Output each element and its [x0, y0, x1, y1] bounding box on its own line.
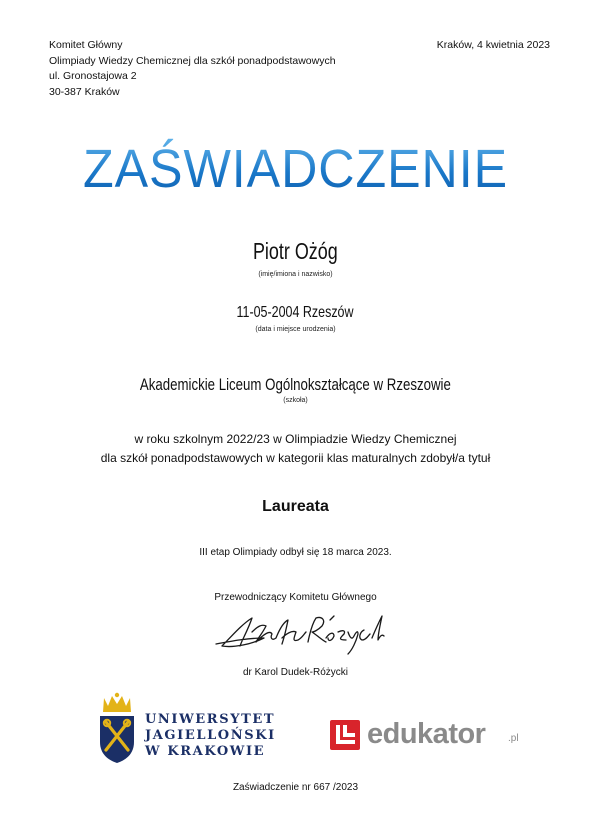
certificate-title: ZAŚWIADCZENIE [21, 138, 571, 200]
school-caption: (szkoła) [283, 397, 308, 404]
uj-line: UNIWERSYTET [145, 712, 276, 727]
address-line: ul. Gronostajowa 2 [49, 70, 137, 82]
award-title: Laureata [262, 498, 329, 515]
uj-line: W KRAKOWIE [145, 744, 266, 759]
body-text-line-1: w roku szkolnym 2022/23 w Olimpiadzie Wiedzy Chemicznej [134, 432, 457, 446]
place-date: Kraków, 4 kwietnia 2023 [436, 39, 550, 51]
uj-wordmark [145, 712, 276, 760]
signer-name: dr Karol Dudek-Różycki [242, 667, 349, 678]
edukator-suffix: .pl [508, 733, 519, 744]
uj-crest-icon [96, 692, 138, 764]
birth-caption: (data i miejsce urodzenia) [255, 326, 336, 333]
edukator-wordmark: edukator [367, 718, 486, 750]
school-name: Akademickie Liceum Ogólnokształcące w Rzeszowie [139, 375, 451, 394]
address-line: Komitet Główny [49, 39, 123, 51]
birth-row [0, 302, 591, 324]
birth-date-place: 11-05-2004 Rzeszów [236, 304, 354, 321]
name-caption: (imię/imiona i nazwisko) [258, 271, 333, 278]
chair-title: Przewodniczący Komitetu Głównego [214, 592, 377, 603]
uj-logo [96, 692, 276, 764]
address-line: 30-387 Kraków [49, 85, 120, 98]
address-line: Olimpiady Wiedzy Chemicznej dla szkół ponadpodstawowych [49, 54, 336, 67]
committee-address [49, 38, 336, 100]
edukator-logo [330, 716, 530, 756]
recipient-name: Piotr Ożóg [253, 238, 338, 264]
edukator-mark-icon [330, 720, 360, 750]
stage-date-text: III etap Olimpiady odbył się 18 marca 2023. [199, 547, 392, 558]
certificate-number: Zaświadczenie nr 667 /2023 [232, 782, 359, 793]
handwritten-signature [212, 608, 387, 658]
uj-line: JAGIELLOŃSKI [145, 728, 276, 743]
school-row [0, 373, 591, 396]
recipient-name-row [0, 236, 591, 266]
body-text-line-2: dla szkół ponadpodstawowych w kategorii klas maturalnych zdobył/a tytuł [100, 451, 491, 465]
